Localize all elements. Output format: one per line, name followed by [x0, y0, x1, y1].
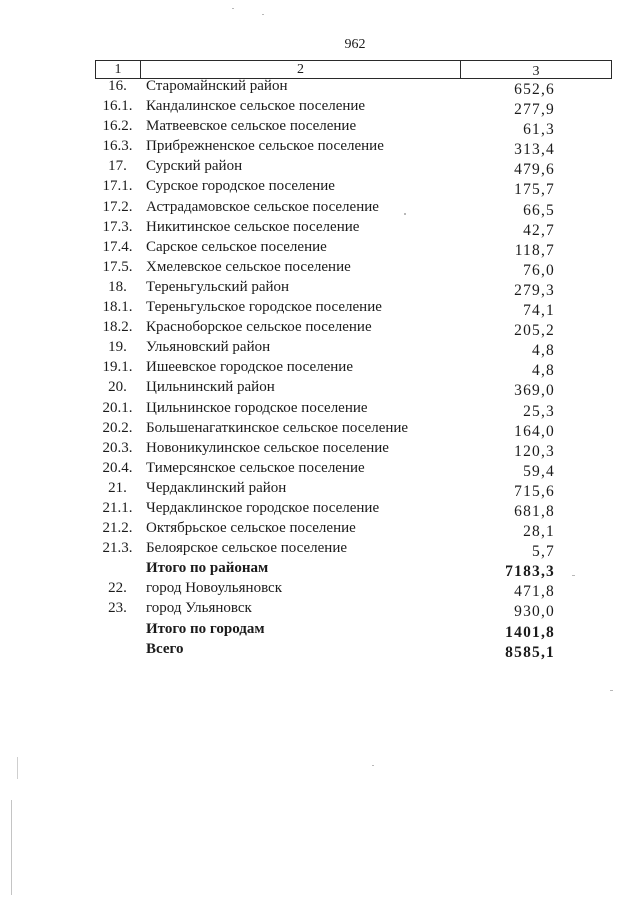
row-name: город Ульяновск — [146, 600, 252, 617]
row-number: 16.3. — [102, 138, 133, 155]
total-row — [0, 558, 640, 581]
scan-artifact — [232, 8, 234, 9]
table-row — [0, 398, 640, 418]
row-number: 20.2. — [102, 419, 133, 436]
row-value: 74,1 — [523, 302, 555, 320]
scan-artifact — [262, 14, 264, 15]
table-row — [0, 357, 640, 380]
grand-total-row — [0, 639, 640, 659]
row-value: 120,3 — [514, 442, 555, 460]
row-name: Большенагаткинское сельское поселение — [146, 419, 409, 436]
row-value: 681,8 — [514, 502, 555, 520]
row-value: 313,4 — [514, 141, 555, 159]
page-number: 962 — [344, 37, 366, 52]
row-value: 479,6 — [514, 161, 555, 179]
row-name: Тимерсянское сельское поселение — [146, 459, 365, 476]
table-row — [0, 317, 640, 340]
table-row — [0, 498, 640, 518]
row-name: Цильнинское городское поселение — [146, 399, 368, 416]
table-row — [0, 116, 640, 139]
total-label: Итого по районам — [146, 560, 269, 577]
scan-artifact — [11, 800, 12, 895]
row-value: 369,0 — [514, 382, 555, 400]
row-value: 164,0 — [514, 422, 555, 440]
total-value: 7183,3 — [505, 563, 555, 581]
table-row — [0, 297, 640, 320]
scan-artifact — [572, 575, 575, 576]
row-number: 18.2. — [102, 319, 133, 336]
row-number: 19.1. — [102, 359, 133, 376]
row-number: 22. — [108, 580, 127, 597]
row-number: 20.1. — [102, 399, 133, 416]
row-value: 175,7 — [514, 181, 555, 199]
row-name: город Новоульяновск — [146, 580, 283, 597]
row-value: 61,3 — [523, 121, 555, 139]
row-number: 20.3. — [102, 439, 133, 456]
table-body — [0, 76, 640, 659]
row-number: 18.1. — [102, 299, 133, 316]
row-value: 42,7 — [523, 221, 555, 239]
row-name: Чердаклинский район — [146, 479, 287, 496]
table-row — [0, 438, 640, 458]
table-row — [0, 377, 640, 400]
row-value: 4,8 — [532, 362, 555, 380]
grand-total-label: Всего — [146, 640, 184, 657]
row-name: Сарское сельское поселение — [146, 238, 327, 255]
row-number: 16.2. — [102, 118, 133, 135]
table-row — [0, 518, 640, 541]
header-cell-1: 1 — [96, 61, 141, 78]
row-name: Старомайнский район — [146, 78, 288, 94]
row-name: Прибрежненское сельское поселение — [146, 138, 384, 155]
row-value: 59,4 — [523, 462, 555, 480]
table-row — [0, 578, 640, 601]
row-number: 19. — [108, 339, 127, 356]
row-name: Тереньгульский район — [146, 278, 290, 295]
total-row — [0, 619, 640, 639]
table-row — [0, 197, 640, 217]
row-number: 17. — [108, 158, 127, 175]
row-number: 18. — [108, 278, 127, 295]
table-row — [0, 257, 640, 277]
total-value: 1401,8 — [505, 623, 555, 641]
row-value: 277,9 — [514, 101, 555, 119]
row-name: Ишеевское городское поселение — [146, 359, 353, 376]
row-number: 17.2. — [102, 198, 133, 215]
row-name: Сурское городское поселение — [146, 178, 335, 195]
total-label: Итого по городам — [146, 620, 265, 637]
row-number: 23. — [108, 600, 127, 617]
row-number: 17.3. — [102, 218, 133, 235]
table-row — [0, 156, 640, 179]
row-number: 21. — [108, 479, 127, 496]
row-value: 28,1 — [523, 523, 555, 541]
row-number: 20.4. — [102, 459, 133, 476]
row-value: 5,7 — [532, 543, 555, 561]
row-value: 930,0 — [514, 603, 555, 621]
table-row — [0, 598, 640, 621]
row-value: 471,8 — [514, 583, 555, 601]
row-value: 279,3 — [514, 281, 555, 299]
table-row — [0, 96, 640, 119]
scan-artifact — [610, 690, 613, 691]
table-row — [0, 217, 640, 237]
table-row — [0, 538, 640, 561]
row-value: 76,0 — [523, 261, 555, 279]
row-name: Красноборское сельское поселение — [146, 319, 372, 336]
table-row — [0, 176, 640, 199]
row-name: Никитинское сельское поселение — [146, 218, 360, 235]
row-name: Октябрьское сельское поселение — [146, 520, 356, 537]
row-name: Кандалинское сельское поселение — [146, 98, 366, 115]
table-row — [0, 478, 640, 498]
row-value: 25,3 — [523, 402, 555, 420]
row-name: Астрадамовское сельское поселение — [146, 198, 379, 215]
row-value: 652,6 — [514, 81, 555, 98]
table-row — [0, 136, 640, 159]
table-row — [0, 337, 640, 360]
scan-artifact — [372, 765, 374, 766]
table-row — [0, 277, 640, 297]
row-value: 118,7 — [514, 241, 555, 259]
grand-total-value: 8585,1 — [505, 643, 555, 661]
row-name: Ульяновский район — [146, 339, 271, 356]
row-name: Чердаклинское городское поселение — [146, 499, 380, 516]
row-number: 17.4. — [102, 238, 133, 255]
row-name: Тереньгульское городское поселение — [146, 299, 382, 316]
row-value: 4,8 — [532, 342, 555, 360]
scan-artifact — [17, 757, 18, 779]
row-name: Хмелевское сельское поселение — [146, 258, 351, 275]
row-number: 16. — [108, 78, 127, 94]
row-number: 16.1. — [102, 98, 133, 115]
header-cell-2: 2 — [141, 61, 461, 78]
scan-artifact — [404, 213, 406, 215]
table-row — [0, 458, 640, 478]
table-row — [0, 418, 640, 438]
row-value: 715,6 — [514, 482, 555, 500]
table-row — [0, 237, 640, 257]
row-value: 66,5 — [523, 201, 555, 219]
row-number: 21.2. — [102, 520, 133, 537]
row-name: Матвеевское сельское поселение — [146, 118, 357, 135]
row-number: 21.3. — [102, 540, 133, 557]
row-name: Цильнинский район — [146, 379, 275, 396]
row-name: Новоникулинское сельское поселение — [146, 439, 389, 456]
table-row — [0, 76, 640, 96]
row-name: Белоярское сельское поселение — [146, 540, 347, 557]
row-number: 21.1. — [102, 499, 133, 516]
header-cell-3: 3 — [532, 64, 540, 79]
row-number: 17.1. — [102, 178, 133, 195]
row-number: 17.5. — [102, 258, 133, 275]
row-name: Сурский район — [146, 158, 243, 175]
row-number: 20. — [108, 379, 127, 396]
row-value: 205,2 — [514, 322, 555, 340]
